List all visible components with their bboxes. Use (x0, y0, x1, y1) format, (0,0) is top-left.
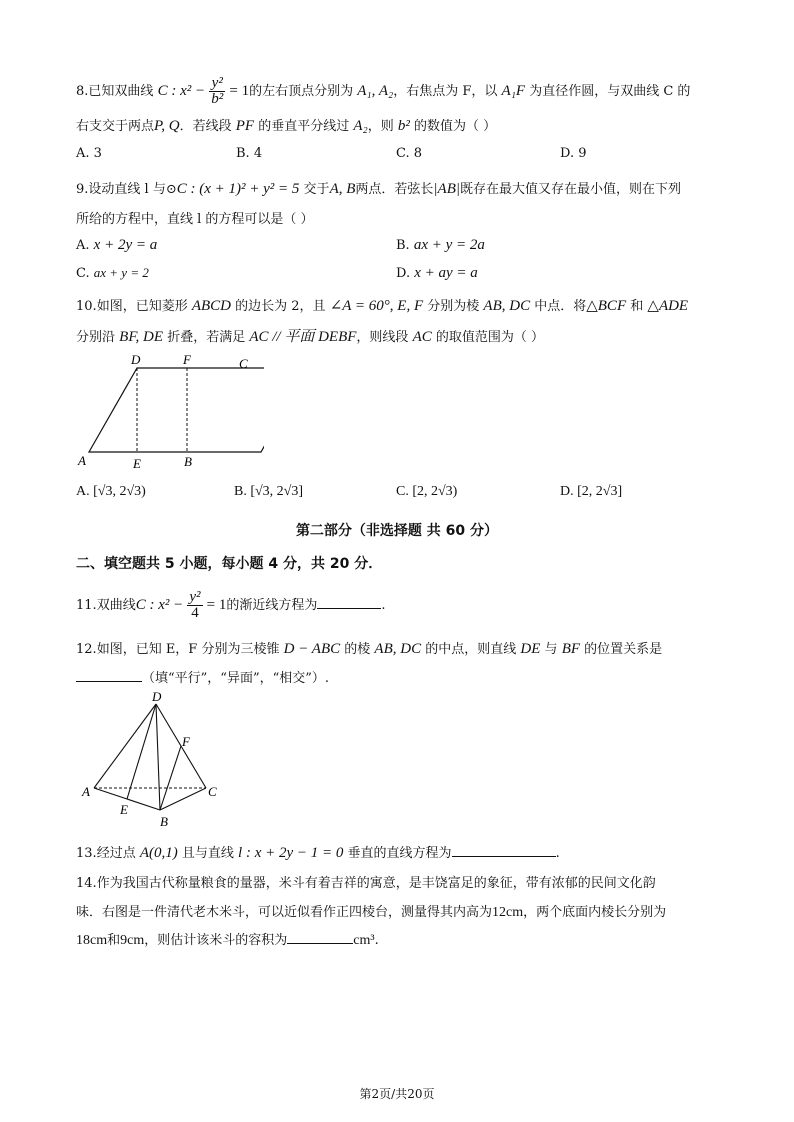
q9-text: 设动直线 l 与⊙ (88, 182, 177, 197)
q9-c-label: C. (76, 266, 90, 281)
q10-option-a: A. [√3, 2√3) (76, 484, 146, 499)
q10-l2b: 折叠，若满足 (167, 330, 246, 345)
part2-title: 第二部分（非选择题 共 60 分） (295, 523, 499, 539)
q10-abdc: AB, DC (483, 298, 531, 314)
q10-angle: ∠A = 60°, E, F (329, 298, 424, 314)
q13-point: A(0,1) (139, 845, 178, 861)
edge-db (156, 704, 160, 810)
q8-a1f: A₁F (501, 83, 526, 99)
q8-line1 (76, 76, 690, 107)
q9-line1 (76, 178, 681, 198)
q12-line1 (76, 638, 662, 658)
segment-bf (160, 746, 181, 810)
q14-line1 (76, 872, 656, 891)
q12-abdc: AB, DC (374, 641, 422, 657)
q10-option-b: B. [√3, 2√3] (234, 484, 304, 499)
label-f: F (183, 352, 191, 367)
q8-fraction (209, 76, 225, 107)
q10-l2a: 分别沿 (76, 330, 116, 345)
edge-da (94, 704, 156, 788)
label-a: A (82, 784, 90, 799)
q9-c-eq: ax + y = 2 (93, 265, 149, 280)
q10-l2c: ，则线段 (356, 330, 409, 345)
q8-text3: ，右焦点为 F，以 (393, 84, 498, 99)
q10-option-d: D. [2, 2√3] (560, 484, 623, 499)
q9-option-a (76, 237, 157, 254)
q8-frac-den: b² (211, 91, 224, 107)
label-c: C (239, 356, 248, 371)
q14-text3b: ，则估计该米斗的容积为 (144, 933, 288, 948)
q14-line3 (76, 929, 379, 949)
q12-text3: 的中点，则直线 (425, 642, 517, 657)
q11-fraction (187, 590, 202, 621)
q13-text: 经过点 (96, 846, 136, 861)
q12-line2 (76, 667, 329, 686)
q14-height: 12cm (492, 905, 524, 920)
q12-pyramid-figure (78, 690, 228, 832)
q11-eq-rhs: = 1 (206, 597, 227, 613)
q9-a-eq: x + 2y = a (93, 237, 158, 253)
q14-unit: cm³ (353, 933, 375, 948)
q10-abcd: ABCD (191, 298, 232, 314)
q9-text3: 两点．若弦长 (355, 182, 434, 197)
q10-ac: AC (412, 329, 432, 345)
q8-equation: C : x² − (157, 83, 206, 99)
q13-text3: 垂直的直线方程为 (347, 846, 452, 861)
q9-option-b (396, 237, 485, 254)
label-e: E (120, 802, 128, 817)
q13-line (76, 842, 560, 862)
q10-option-c: C. [2, 2√3) (396, 484, 458, 499)
q8-number: 8. (76, 84, 89, 99)
q11-answer-blank[interactable] (317, 608, 381, 609)
q12-text4: 与 (544, 642, 558, 657)
q8-frac-num: y² (209, 76, 225, 92)
q12-bf: BF (561, 641, 581, 657)
q12-de: DE (520, 641, 541, 657)
q14-answer-blank[interactable] (287, 943, 353, 944)
q10-number: 10. (76, 299, 97, 314)
q13-end: . (555, 846, 560, 861)
q9-d-label: D. (396, 266, 411, 281)
label-d: D (152, 690, 162, 704)
q8-l2d: ，则 (367, 119, 394, 134)
q8-l2b: ．若线段 (179, 119, 232, 134)
q10-tri2: △ADE (647, 298, 689, 314)
q12-text5: 的位置关系是 (584, 642, 663, 657)
q10-text: 如图，已知菱形 (96, 299, 188, 314)
label-b: B (160, 814, 168, 829)
q8-a2: A₂ (353, 118, 368, 134)
q9-a-label: A. (76, 238, 90, 253)
q11-line (76, 590, 386, 621)
q9-number: 9. (76, 182, 89, 197)
q14-side2: 9cm (120, 933, 145, 948)
q14-text2b: ，两个底面内棱长分别为 (523, 905, 667, 920)
q11-text: 双曲线 (96, 598, 136, 613)
q9-ab: A, B (329, 181, 356, 197)
q10-acpar: AC // 平面 DEBF (249, 329, 357, 345)
q8-option-b: B. 4 (236, 146, 263, 161)
q12-text: 如图，已知 E，F 分别为三棱锥 (96, 642, 280, 657)
q8-vertices: A₁, A₂ (357, 83, 394, 99)
q8-text: 已知双曲线 (88, 84, 154, 99)
q11-text2: 的渐近线方程为 (226, 598, 318, 613)
page-footer: 第2页/共20页 (359, 1087, 435, 1101)
q8-option-a: A. 3 (76, 146, 102, 161)
rhombus-outline (89, 368, 264, 452)
q13-answer-blank[interactable] (452, 856, 556, 857)
q10-text2: 的边长为 2，且 (235, 299, 326, 314)
q12-number: 12. (76, 642, 97, 657)
label-e: E (133, 456, 141, 471)
q9-line2: 所给的方程中，直线 l 的方程可以是（ ） (76, 212, 314, 227)
q9-text2: 交于 (303, 182, 330, 197)
q10-line1 (76, 295, 688, 315)
q9-option-c (76, 265, 149, 281)
q9-b-label: B. (396, 238, 410, 253)
q9-b-eq: ax + y = 2a (413, 237, 485, 253)
q8-l2e: 的数值为（ ） (414, 119, 497, 134)
q8-pq: P, Q (154, 118, 180, 134)
q10-line2 (76, 325, 544, 346)
q14-end: . (374, 933, 379, 948)
q14-line2 (76, 901, 666, 921)
q10-bfde: BF, DE (119, 329, 164, 345)
label-c: C (208, 784, 217, 799)
q11-equation: C : x² − (135, 597, 184, 613)
q8-text4: 为直径作圆，与双曲线 C 的 (529, 84, 691, 99)
q10-rhombus-figure (74, 350, 264, 475)
q13-line-eq: l : x + 2y − 1 = 0 (238, 845, 344, 861)
q11-frac-den: 4 (191, 605, 199, 621)
q10-text4: 中点．将 (534, 299, 587, 314)
q9-option-d (396, 265, 478, 282)
q10-text3: 分别为棱 (427, 299, 480, 314)
q11-end: . (381, 598, 386, 613)
q14-text2a: 味．右图是一件清代老木米斗，可以近似看作正四棱台，测量得其内高为 (76, 905, 493, 920)
label-f: F (182, 734, 190, 749)
q14-side1: 18cm (76, 933, 108, 948)
label-a: A (78, 453, 86, 468)
edge-bc (160, 788, 206, 810)
label-d: D (131, 352, 141, 367)
q9-equation: C : (x + 1)² + y² = 5 (176, 181, 300, 197)
q9-abs-ab: |AB| (433, 181, 460, 197)
q8-option-c: C. 8 (396, 146, 423, 161)
q8-l2c: 的垂直平分线过 (258, 119, 350, 134)
q14-text3a: 和 (107, 933, 121, 948)
q14-number: 14. (76, 876, 97, 891)
q10-l2d: 的取值范围为（ ） (435, 330, 545, 345)
q13-number: 13. (76, 846, 97, 861)
q8-option-d: D. 9 (560, 146, 587, 161)
q10-tri1: △BCF (586, 298, 627, 314)
segment-de (127, 704, 156, 799)
q8-l2a: 右支交于两点 (76, 119, 155, 134)
q8-pf: PF (235, 118, 255, 134)
q14-text1: 作为我国古代称量粮食的量器，米斗有着吉祥的寓意，是丰饶富足的象征，带有浓郁的民间文化韵 (96, 876, 656, 891)
label-b: B (184, 454, 192, 469)
q9-d-eq: x + ay = a (414, 265, 478, 281)
q11-number: 11. (76, 598, 97, 613)
q13-text2: 且与直线 (181, 846, 234, 861)
q11-frac-num: y² (189, 589, 201, 605)
q8-eq-rhs: = 1 (229, 83, 250, 99)
q12-dabc: D − ABC (283, 641, 341, 657)
q12-text2: 的棱 (344, 642, 371, 657)
q10-text5: 和 (630, 299, 644, 314)
q8-text2: 的左右顶点分别为 (249, 84, 354, 99)
q8-b2: b² (397, 118, 410, 134)
q8-line2 (76, 115, 496, 135)
q9-text4: 既存在最大值又存在最小值，则在下列 (459, 182, 681, 197)
q12-answer-blank[interactable] (76, 681, 142, 682)
q12-hint: （填“平行”，“异面”，“相交”）. (142, 671, 330, 686)
section2-title: 二、填空题共 5 小题，每小题 4 分，共 20 分． (76, 556, 383, 572)
